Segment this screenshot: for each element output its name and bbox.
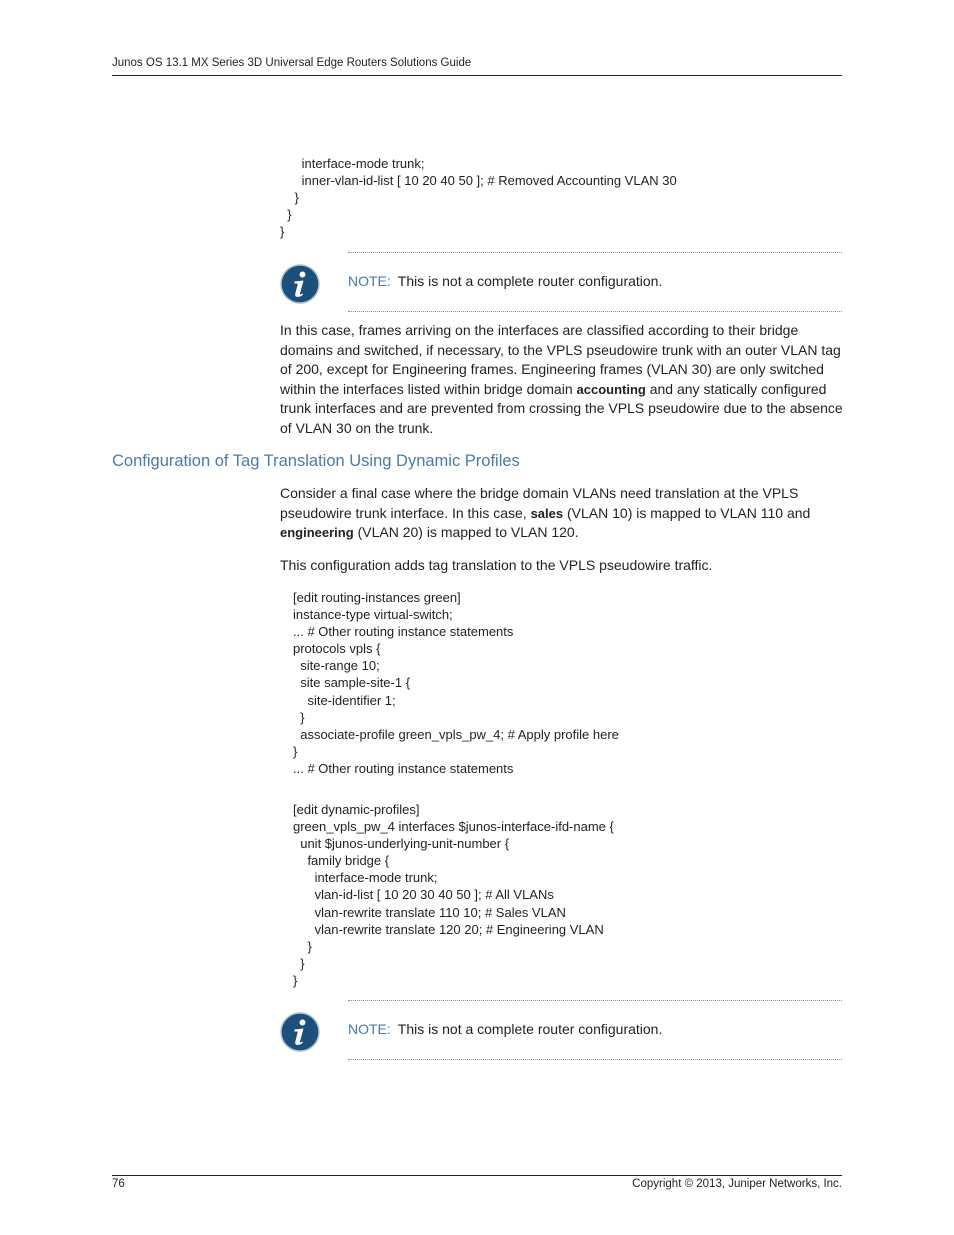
copyright-notice: Copyright © 2013, Juniper Networks, Inc. <box>632 1178 842 1190</box>
code-line: associate-profile green_vpls_pw_4; # Apply profile here <box>293 726 619 742</box>
info-icon <box>280 264 320 304</box>
inline-keyword: accounting <box>576 381 646 397</box>
note-text <box>348 1021 662 1037</box>
page-number: 76 <box>112 1178 125 1190</box>
code-line: vlan-rewrite translate 110 10; # Sales VLAN <box>293 904 566 920</box>
paragraph-bridge-domains: In this case, frames arriving on the interfaces are classified according to their bridge domains and switched, if necessary, to the VPLS pseudowire trunk with an outer VLAN tag of 200, except for Engineering frames. Engineering frames (VLAN 30) are only switched within the interfaces listed within bridge domain accounting and any statically configured trunk interfaces and are prevented from crossing the VPLS pseudowire due to the absence of VLAN 30 on the trunk. <box>280 322 843 436</box>
header-title: Junos OS 13.1 MX Series 3D Universal Edge Routers Solutions Guide <box>112 57 472 69</box>
code-line: site-identifier 1; <box>293 692 396 708</box>
code-block-top <box>280 155 677 240</box>
note-bottom-divider <box>348 1059 842 1060</box>
code-line: ... # Other routing instance statements <box>293 624 514 640</box>
code-line: } <box>280 224 285 240</box>
code-line: [edit dynamic-profiles] <box>293 802 420 817</box>
code-line: interface-mode trunk; <box>293 870 438 886</box>
code-line: } <box>293 972 298 988</box>
code-line: protocols vpls { <box>293 641 381 657</box>
code-block-dynamic-profiles <box>293 801 614 989</box>
note-text <box>348 273 662 289</box>
paragraph-config-intro: This configuration adds tag translation to the VPLS pseudowire traffic. <box>280 557 713 573</box>
note-box <box>280 1000 842 1060</box>
note-top-divider <box>348 1000 842 1001</box>
code-line: site-range 10; <box>293 658 380 674</box>
code-line: } <box>280 190 299 206</box>
code-line: vlan-id-list [ 10 20 30 40 50 ]; # All VLANs <box>293 887 554 903</box>
code-line: } <box>293 938 312 954</box>
info-icon <box>280 1012 320 1052</box>
code-line: family bridge { <box>293 853 390 869</box>
code-line: green_vpls_pw_4 interfaces $junos-interface-ifd-name { <box>293 819 614 835</box>
code-line: site sample-site-1 { <box>293 675 411 691</box>
code-line: instance-type virtual-switch; <box>293 607 453 623</box>
footer-divider <box>112 1175 842 1176</box>
code-line: unit $junos-underlying-unit-number { <box>293 836 510 852</box>
code-line: inner-vlan-id-list [ 10 20 40 50 ]; # Removed Accounting VLAN 30 <box>280 173 677 189</box>
code-line: interface-mode trunk; <box>280 156 425 171</box>
note-top-divider <box>348 252 842 253</box>
code-line: } <box>293 709 305 725</box>
header-divider <box>112 75 842 76</box>
code-block-routing-instances <box>293 589 619 777</box>
note-label: NOTE: <box>348 273 391 289</box>
paragraph-final-case: Consider a final case where the bridge domain VLANs need translation at the VPLS pseudowire trunk interface. In this case, sales (VLAN 10) is mapped to VLAN 110 and engineering (VLAN 20) is mapped to VLAN 120. <box>280 485 811 541</box>
code-line: } <box>280 207 292 223</box>
inline-keyword: sales <box>530 505 564 521</box>
note-box <box>280 252 842 312</box>
note-label: NOTE: <box>348 1021 391 1037</box>
note-bottom-divider <box>348 311 842 312</box>
code-line: } <box>293 743 298 759</box>
note-message: This is not a complete router configuration. <box>397 1021 663 1037</box>
section-heading: Configuration of Tag Translation Using Dynamic Profiles <box>112 452 520 470</box>
code-line: vlan-rewrite translate 120 20; # Engineering VLAN <box>293 921 604 937</box>
code-line: [edit routing-instances green] <box>293 590 461 605</box>
code-line: ... # Other routing instance statements <box>293 760 514 776</box>
note-message: This is not a complete router configuration. <box>397 273 663 289</box>
inline-keyword: engineering <box>280 525 354 541</box>
code-line: } <box>293 955 305 971</box>
